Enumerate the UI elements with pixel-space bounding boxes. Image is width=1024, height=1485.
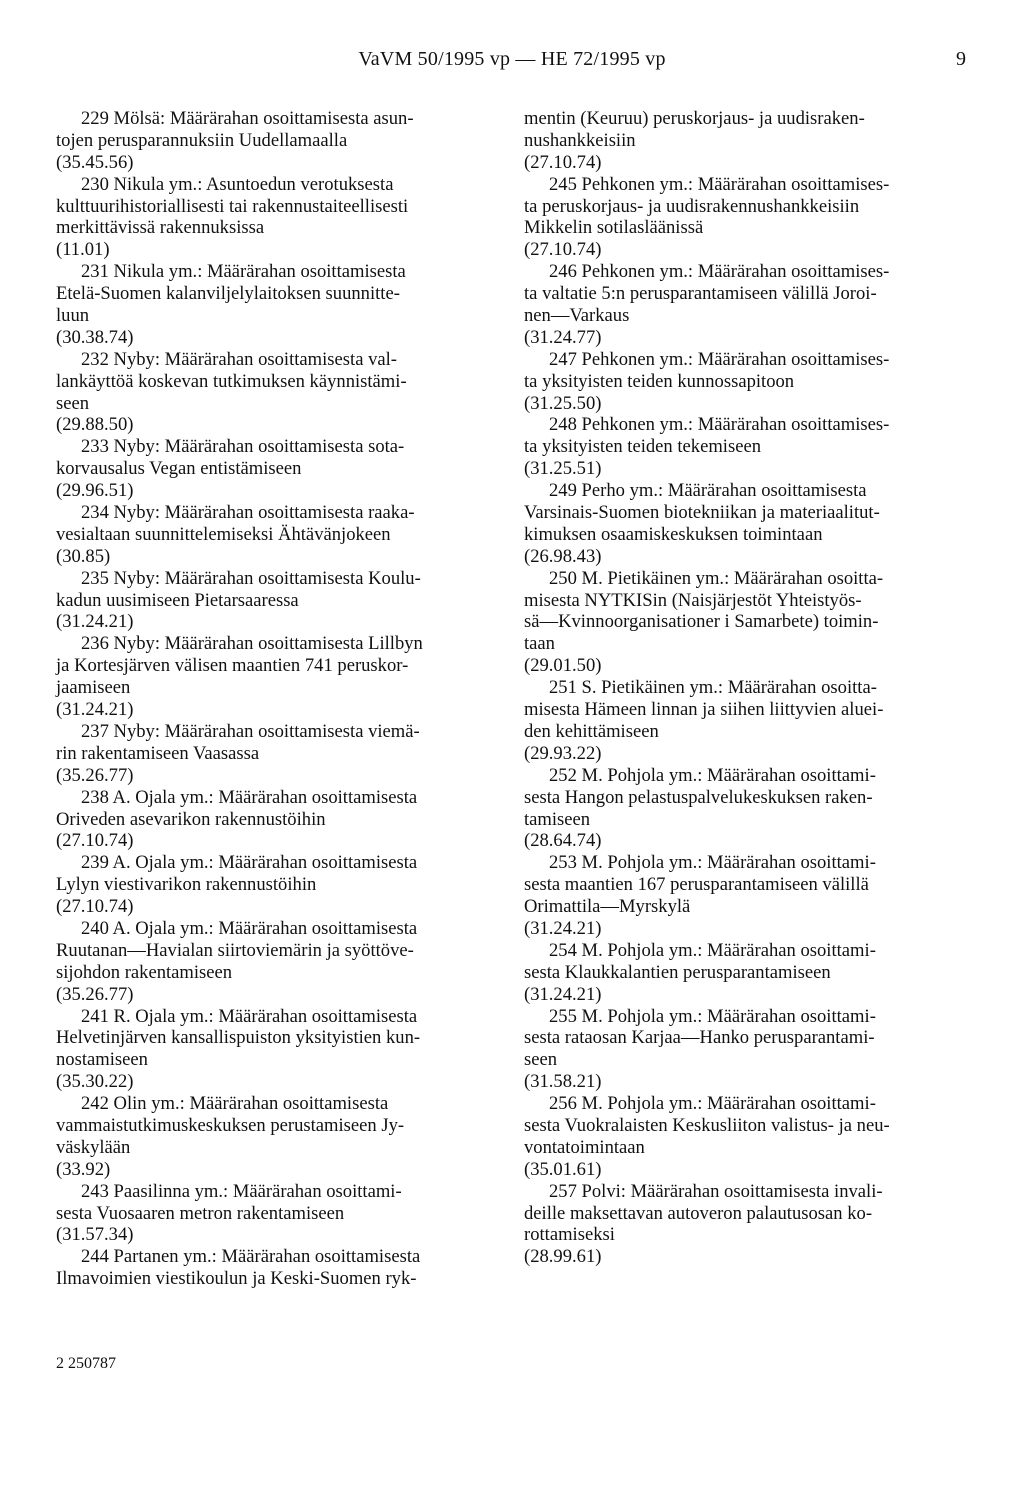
text-line: misesta Hämeen linnan ja siihen liittyvien aluei- <box>524 699 884 721</box>
text-line: sesta Vuokralaisten Keskusliiton valistus- ja neu- <box>524 1114 890 1136</box>
text-line: kadun uusimiseen Pietarsaaressa <box>56 589 299 611</box>
text-line: ja Kortesjärven välisen maantien 741 peruskor- <box>56 655 409 677</box>
right-column <box>524 108 964 1268</box>
text-line: sesta Klaukkalantien perusparantamiseen <box>524 961 831 983</box>
text-line: Lylyn viestivarikon rakennustöihin <box>56 874 317 896</box>
text-line: (33.92) <box>56 1158 111 1180</box>
text-line: ta peruskorjaus- ja uudisrakennushankkeisiin <box>524 195 860 217</box>
text-line: deille maksettavan autoveron palautusosan ko- <box>524 1202 873 1224</box>
text-line: 255 M. Pohjola ym.: Määrärahan osoittami- <box>549 1005 876 1027</box>
text-line: 243 Paasilinna ym.: Määrärahan osoittami- <box>81 1180 402 1202</box>
text-line: 242 Olin ym.: Määrärahan osoittamisesta <box>81 1093 389 1115</box>
text-line: 235 Nyby: Määrärahan osoittamisesta Koulu- <box>81 567 421 589</box>
text-line: 257 Polvi: Määrärahan osoittamisesta invali- <box>549 1180 883 1202</box>
text-line: vesialtaan suunnittelemiseksi Ähtävänjokeen <box>56 523 391 545</box>
text-line: vammaistutkimuskeskuksen perustamiseen Jy- <box>56 1114 405 1136</box>
text-line: 240 A. Ojala ym.: Määrärahan osoittamisesta <box>81 917 418 939</box>
print-code: 2 250787 <box>56 1355 116 1372</box>
text-line: 254 M. Pohjola ym.: Määrärahan osoittami- <box>549 939 876 961</box>
text-line: sijohdon rakentamiseen <box>56 961 233 983</box>
text-line: mentin (Keuruu) peruskorjaus- ja uudisraken- <box>524 108 865 129</box>
page-header <box>0 48 1024 78</box>
text-line: tamiseen <box>524 808 591 830</box>
text-line: (29.96.51) <box>56 480 134 502</box>
text-line: (35.45.56) <box>56 151 134 173</box>
text-line: (28.64.74) <box>524 830 602 852</box>
text-line: 247 Pehkonen ym.: Määrärahan osoittamises- <box>549 348 890 370</box>
text-line: 231 Nikula ym.: Määrärahan osoittamisesta <box>81 261 406 283</box>
text-line: (31.24.21) <box>524 917 602 939</box>
text-line: Etelä-Suomen kalanviljelylaitoksen suunnitte- <box>56 283 400 305</box>
text-line: 249 Perho ym.: Määrärahan osoittamisesta <box>549 480 867 502</box>
text-line: 248 Pehkonen ym.: Määrärahan osoittamises- <box>549 414 890 436</box>
text-line: Oriveden asevarikon rakennustöihin <box>56 808 326 830</box>
text-line: (35.30.22) <box>56 1071 134 1093</box>
text-line: sesta Vuosaaren metron rakentamiseen <box>56 1202 345 1224</box>
text-line: (31.57.34) <box>56 1224 134 1246</box>
text-line: 241 R. Ojala ym.: Määrärahan osoittamisesta <box>81 1005 418 1027</box>
text-line: sä—Kvinnoorganisationer i Samarbete) toimin- <box>524 611 879 633</box>
text-line: (31.58.21) <box>524 1071 602 1093</box>
text-line: (30.38.74) <box>56 326 134 348</box>
text-line: 237 Nyby: Määrärahan osoittamisesta viemä- <box>81 720 420 742</box>
text-line: ta valtatie 5:n perusparantamiseen välillä Joroi- <box>524 283 877 305</box>
text-line: jaamiseen <box>56 677 131 699</box>
text-line: kulttuurihistoriallisesti tai rakennustaiteellisesti <box>56 195 409 217</box>
text-line: (30.85) <box>56 545 111 567</box>
text-line: (27.10.74) <box>56 896 134 918</box>
text-line: nen—Varkaus <box>524 305 630 327</box>
text-line: (27.10.74) <box>56 830 134 852</box>
text-line: Ilmavoimien viestikoulun ja Keski-Suomen ryk- <box>56 1268 417 1290</box>
running-title: VaVM 50/1995 vp — HE 72/1995 vp <box>358 48 666 70</box>
text-line: nushankkeisiin <box>524 129 636 151</box>
text-line: rin rakentamiseen Vaasassa <box>56 742 260 764</box>
text-line: (29.93.22) <box>524 742 602 764</box>
text-line: vontatoimintaan <box>524 1136 645 1158</box>
text-line: (26.98.43) <box>524 545 602 567</box>
text-line: Varsinais-Suomen biotekniikan ja materiaalitut- <box>524 502 880 524</box>
text-line: 239 A. Ojala ym.: Määrärahan osoittamisesta <box>81 852 418 874</box>
text-line: 232 Nyby: Määrärahan osoittamisesta val- <box>81 348 398 370</box>
text-line: tojen perusparannuksiin Uudellamaalla <box>56 129 348 151</box>
text-line: Ruutanan—Havialan siirtoviemärin ja syöttöve- <box>56 939 414 961</box>
text-line: 229 Mölsä: Määrärahan osoittamisesta asun- <box>81 108 414 129</box>
text-line: (11.01) <box>56 239 110 261</box>
text-line: kimuksen osaamiskeskuksen toimintaan <box>524 523 823 545</box>
text-line: (29.88.50) <box>56 414 134 436</box>
text-line: 233 Nyby: Määrärahan osoittamisesta sota- <box>81 436 405 458</box>
text-line: 252 M. Pohjola ym.: Määrärahan osoittami- <box>549 764 876 786</box>
text-line: (27.10.74) <box>524 239 602 261</box>
page-number: 9 <box>956 48 966 70</box>
text-line: 234 Nyby: Määrärahan osoittamisesta raaka- <box>81 502 415 524</box>
text-line: 253 M. Pohjola ym.: Määrärahan osoittami- <box>549 852 876 874</box>
text-line: 230 Nikula ym.: Asuntoedun verotuksesta <box>81 173 394 195</box>
text-line: ta yksityisten teiden kunnossapitoon <box>524 370 795 392</box>
text-line: (31.24.21) <box>56 699 134 721</box>
text-line: taan <box>524 633 555 655</box>
text-line: misesta NYTKISin (Naisjärjestöt Yhteistyös- <box>524 589 862 611</box>
text-line: (35.26.77) <box>56 983 134 1005</box>
text-line: (31.24.21) <box>56 611 134 633</box>
text-line: 250 M. Pietikäinen ym.: Määrärahan osoitta- <box>549 567 884 589</box>
text-line: merkittävissä rakennuksissa <box>56 217 265 239</box>
text-line: sesta Hangon pelastuspalvelukeskuksen raken- <box>524 786 873 808</box>
text-line: (35.26.77) <box>56 764 134 786</box>
text-line: den kehittämiseen <box>524 720 659 742</box>
text-line: (31.24.21) <box>524 983 602 1005</box>
left-column <box>56 108 492 1290</box>
text-line: 238 A. Ojala ym.: Määrärahan osoittamisesta <box>81 786 418 808</box>
text-line: Orimattila—Myrskylä <box>524 896 691 918</box>
text-line: sesta maantien 167 perusparantamiseen välillä <box>524 874 869 896</box>
text-line: (31.24.77) <box>524 326 602 348</box>
text-line: rottamiseksi <box>524 1224 615 1246</box>
text-line: Helvetinjärven kansallispuiston yksityistien kun- <box>56 1027 421 1049</box>
text-line: (28.99.61) <box>524 1246 602 1268</box>
text-line: nostamiseen <box>56 1049 148 1071</box>
text-line: 245 Pehkonen ym.: Määrärahan osoittamises- <box>549 173 890 195</box>
text-line: seen <box>56 392 90 414</box>
text-line: 246 Pehkonen ym.: Määrärahan osoittamises- <box>549 261 890 283</box>
text-line: (31.25.51) <box>524 458 602 480</box>
text-line: (27.10.74) <box>524 151 602 173</box>
text-line: sesta rataosan Karjaa—Hanko perusparantami- <box>524 1027 875 1049</box>
text-line: 256 M. Pohjola ym.: Määrärahan osoittami- <box>549 1093 876 1115</box>
text-line: (35.01.61) <box>524 1158 602 1180</box>
text-line: 251 S. Pietikäinen ym.: Määrärahan osoitta- <box>549 677 877 699</box>
text-line: (31.25.50) <box>524 392 602 414</box>
text-line: väskylään <box>56 1136 131 1158</box>
text-line: luun <box>56 305 90 327</box>
text-line: (29.01.50) <box>524 655 602 677</box>
text-line: seen <box>524 1049 558 1071</box>
text-line: Mikkelin sotilasläänissä <box>524 217 704 239</box>
text-line: 244 Partanen ym.: Määrärahan osoittamisesta <box>81 1246 421 1268</box>
text-line: ta yksityisten teiden tekemiseen <box>524 436 762 458</box>
text-line: korvausalus Vegan entistämiseen <box>56 458 302 480</box>
text-line: 236 Nyby: Määrärahan osoittamisesta Lillbyn <box>81 633 423 655</box>
text-line: lankäyttöä koskevan tutkimuksen käynnistämi- <box>56 370 407 392</box>
